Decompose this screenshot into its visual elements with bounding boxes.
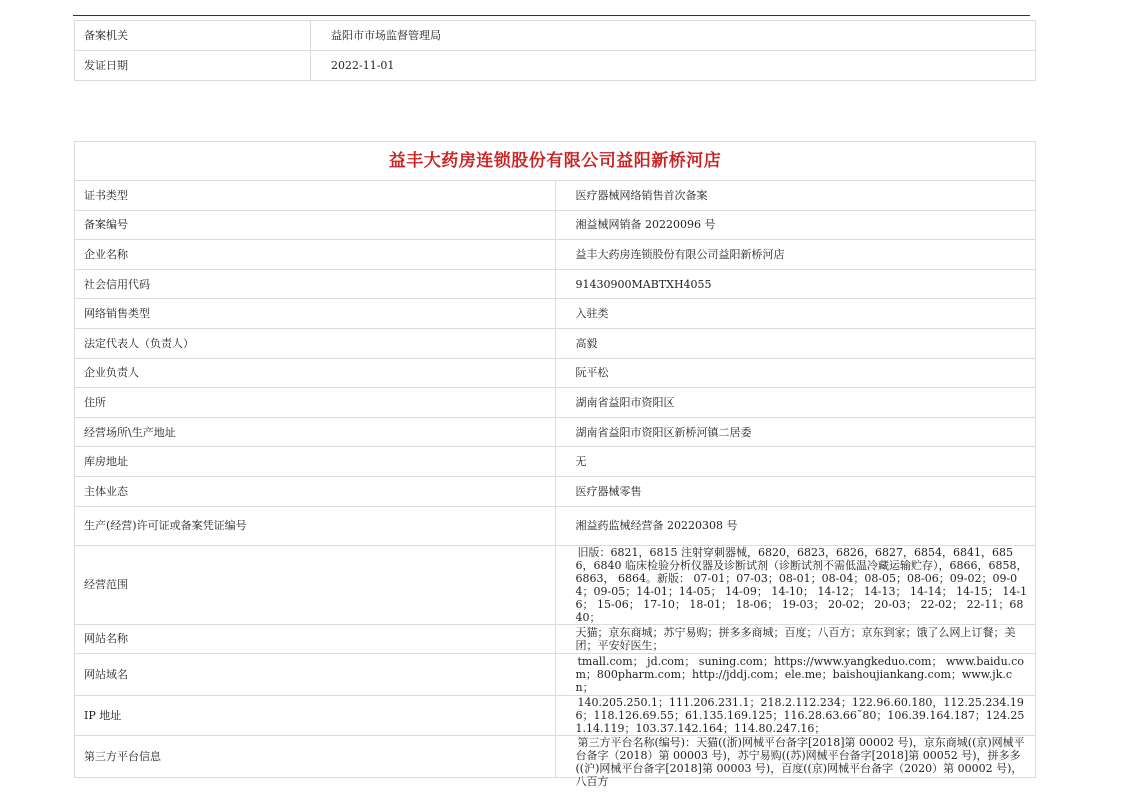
- credit-code-label: 社会信用代码: [75, 269, 556, 299]
- issue-date-value: 2022-11-01: [311, 51, 1036, 81]
- table-row: [75, 736, 1036, 778]
- top-rule: [73, 15, 1030, 16]
- certificate-type-value: 医疗器械网络销售首次备案: [555, 181, 1036, 211]
- table-row: [75, 476, 1036, 506]
- table-row: [75, 358, 1036, 388]
- website-name-label: 网站名称: [75, 624, 556, 654]
- table-row: [75, 388, 1036, 418]
- company-head-value: 阮平松: [555, 358, 1036, 388]
- legal-rep-label: 法定代表人（负责人）: [75, 328, 556, 358]
- warehouse-address-label: 库房地址: [75, 447, 556, 477]
- table-row: [75, 240, 1036, 270]
- table-row: [75, 417, 1036, 447]
- certificate-type-label: 证书类型: [75, 181, 556, 211]
- table-row: [75, 506, 1036, 545]
- company-head-label: 企业负责人: [75, 358, 556, 388]
- domicile-value: 湖南省益阳市资阳区: [555, 388, 1036, 418]
- title-row: [75, 142, 1036, 181]
- third-party-text: 第三方平台名称(编号)：天猫((浙)网械平台备字[2018]第 00002 号)，京东商城((京)网械平台备字（2018）第 00003 号)，苏宁易购((苏)网械平台备字[2018]第 00052 号)，拼多多((沪)网械平台备字[2018]第 00003 号)，百度((京)网械平台备字（2020）第 00002 号)，八百方: [575, 736, 1025, 789]
- website-domain-label: 网站域名: [75, 654, 556, 696]
- record-number-label: 备案编号: [75, 210, 556, 240]
- license-number-label: 生产(经营)许可证或备案凭证编号: [75, 506, 556, 545]
- company-name-value: 益丰大药房连锁股份有限公司益阳新桥河店: [555, 240, 1036, 270]
- table-row: [75, 545, 1036, 624]
- table-row: [75, 299, 1036, 329]
- third-party-label: 第三方平台信息: [75, 736, 556, 778]
- ip-address-value: 140.205.250.1；111.206.231.1；218.2.112.234；122.96.60.180，112.25.234.196；118.126.69.55；61.135.169.125；116.28.63.66˜80；106.39.164.187；124.251.14.119；103.37.142.164；114.80.247.16；: [555, 696, 1036, 736]
- credit-code-value: 91430900MABTXH4055: [555, 269, 1036, 299]
- table-row: [75, 210, 1036, 240]
- record-number-value: 湘益械网销备 20220096 号: [555, 210, 1036, 240]
- ip-address-label: IP 地址: [75, 696, 556, 736]
- record-title: 益丰大药房连锁股份有限公司益阳新桥河店: [75, 142, 1036, 181]
- table-row: [75, 269, 1036, 299]
- filing-info-table: [74, 20, 1036, 81]
- third-party-value: [555, 736, 1036, 789]
- business-address-value: 湖南省益阳市资阳区新桥河镇二居委: [555, 417, 1036, 447]
- filing-authority-label: 备案机关: [75, 21, 311, 51]
- sales-type-value: 入驻类: [555, 299, 1036, 329]
- business-address-label: 经营场所\生产地址: [75, 417, 556, 447]
- business-scope-value: 旧版：6821，6815 注射穿刺器械，6820，6823，6826，6827，6854，6841，6856，6840 临床检验分析仪器及诊断试剂（诊断试剂不需低温冷藏运输贮存），6866，6858，6863， 6864。新版： 07-01；07-03；08-01；08-04；08-05；08-06；09-02；09-04；09-05；14-01；14-05； 14-09； 14-10； 14-12； 14-13； 14-14； 14-15； 14-16； 15-06； 17-10； 18-01； 18-06； 19-03； 20-02； 20-03； 22-02； 22-11；6840；: [555, 545, 1036, 624]
- record-table: [74, 141, 1036, 789]
- table-row: [75, 696, 1036, 736]
- table-row: [75, 654, 1036, 696]
- company-name-label: 企业名称: [75, 240, 556, 270]
- legal-rep-value: 高毅: [555, 328, 1036, 358]
- business-format-label: 主体业态: [75, 476, 556, 506]
- business-scope-label: 经营范围: [75, 545, 556, 624]
- sales-type-label: 网络销售类型: [75, 299, 556, 329]
- filing-authority-value: 益阳市市场监督管理局: [311, 21, 1036, 51]
- table-row: [75, 447, 1036, 477]
- website-name-value: 天猫；京东商城；苏宁易购；拼多多商城；百度；八百方；京东到家；饿了么网上订餐；美团；平安好医生；: [555, 624, 1036, 654]
- issue-date-label: 发证日期: [75, 51, 311, 81]
- table-row: [75, 181, 1036, 211]
- warehouse-address-value: 无: [555, 447, 1036, 477]
- domicile-label: 住所: [75, 388, 556, 418]
- table-row: [75, 328, 1036, 358]
- table-row: [75, 21, 1036, 51]
- business-format-value: 医疗器械零售: [555, 476, 1036, 506]
- license-number-value: 湘益药监械经营备 20220308 号: [555, 506, 1036, 545]
- table-row: [75, 51, 1036, 81]
- website-domain-value: tmall.com； jd.com； suning.com；https://www.yangkeduo.com； www.baidu.com；800pharm.com；http://jddj.com；ele.me；baishoujiankang.com；www.jk.cn；: [555, 654, 1036, 696]
- table-row: [75, 624, 1036, 654]
